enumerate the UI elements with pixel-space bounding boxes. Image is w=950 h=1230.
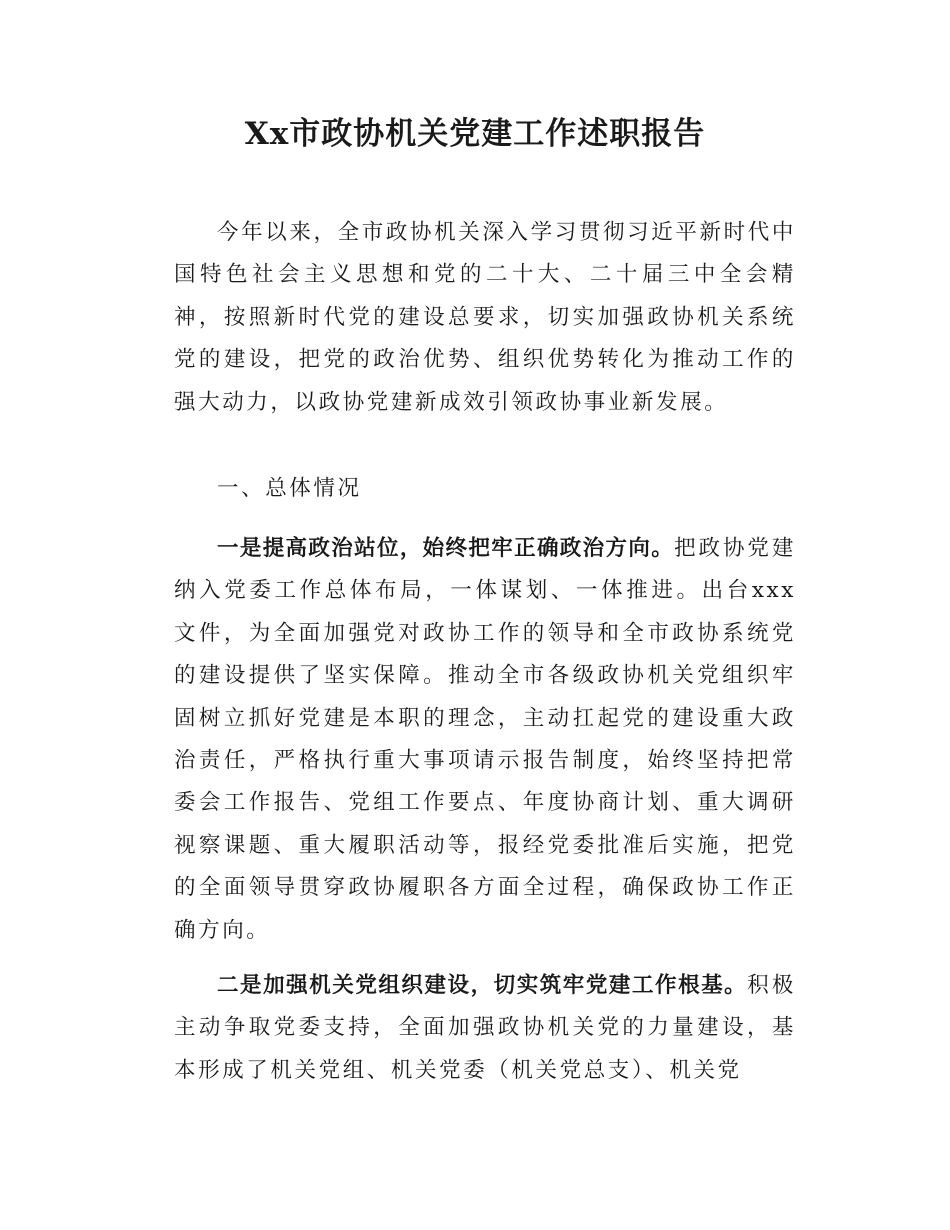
paragraph-lead-political-stance: 一是提高政治站位，始终把牢正确政治方向。 (217, 536, 675, 561)
intro-paragraph-text: 今年以来，全市政协机关深入学习贯彻习近平新时代中国特色社会主义思想和党的二十大、二十届三中全会精神，按照新时代党的建设总要求，切实加强政协机关系统党的建设，把党的政治优势、组织优势转化为推动工作的强大动力，以政协党建新成效引领政协事业新发展。 (174, 220, 796, 415)
paragraph-political-stance (174, 528, 796, 952)
paragraph-organization-building (174, 965, 796, 1092)
intro-paragraph (174, 212, 796, 424)
paragraph-lead-organization-building: 二是加强机关党组织建设，切实筑牢党建工作根基。 (217, 973, 748, 998)
document-title: Xx市政协机关党建工作述职报告 (244, 116, 706, 152)
section-heading-text: 一、总体情况 (217, 476, 362, 501)
section-heading-overview (174, 468, 796, 510)
paragraph-body-organization-building: 积极主动争取党委支持，全面加强政协机关党的力量建设，基本形成了机关党组、机关党委（机关党总支）、机关党 (174, 973, 796, 1083)
paragraph-body-political-stance: 把政协党建纳入党委工作总体布局，一体谋划、一体推进。出台xxx文件，为全面加强党对政协工作的领导和全市政协系统党的建设提供了坚实保障。推动全市各级政协机关党组织牢固树立抓好党建是本职的理念，主动扛起党的建设重大政治责任，严格执行重大事项请示报告制度，始终坚持把常委会工作报告、党组工作要点、年度协商计划、重大调研视察课题、重大履职活动等，报经党委批准后实施，把党的全面领导贯穿政协履职各方面全过程，确保政协工作正确方向。 (174, 536, 796, 943)
